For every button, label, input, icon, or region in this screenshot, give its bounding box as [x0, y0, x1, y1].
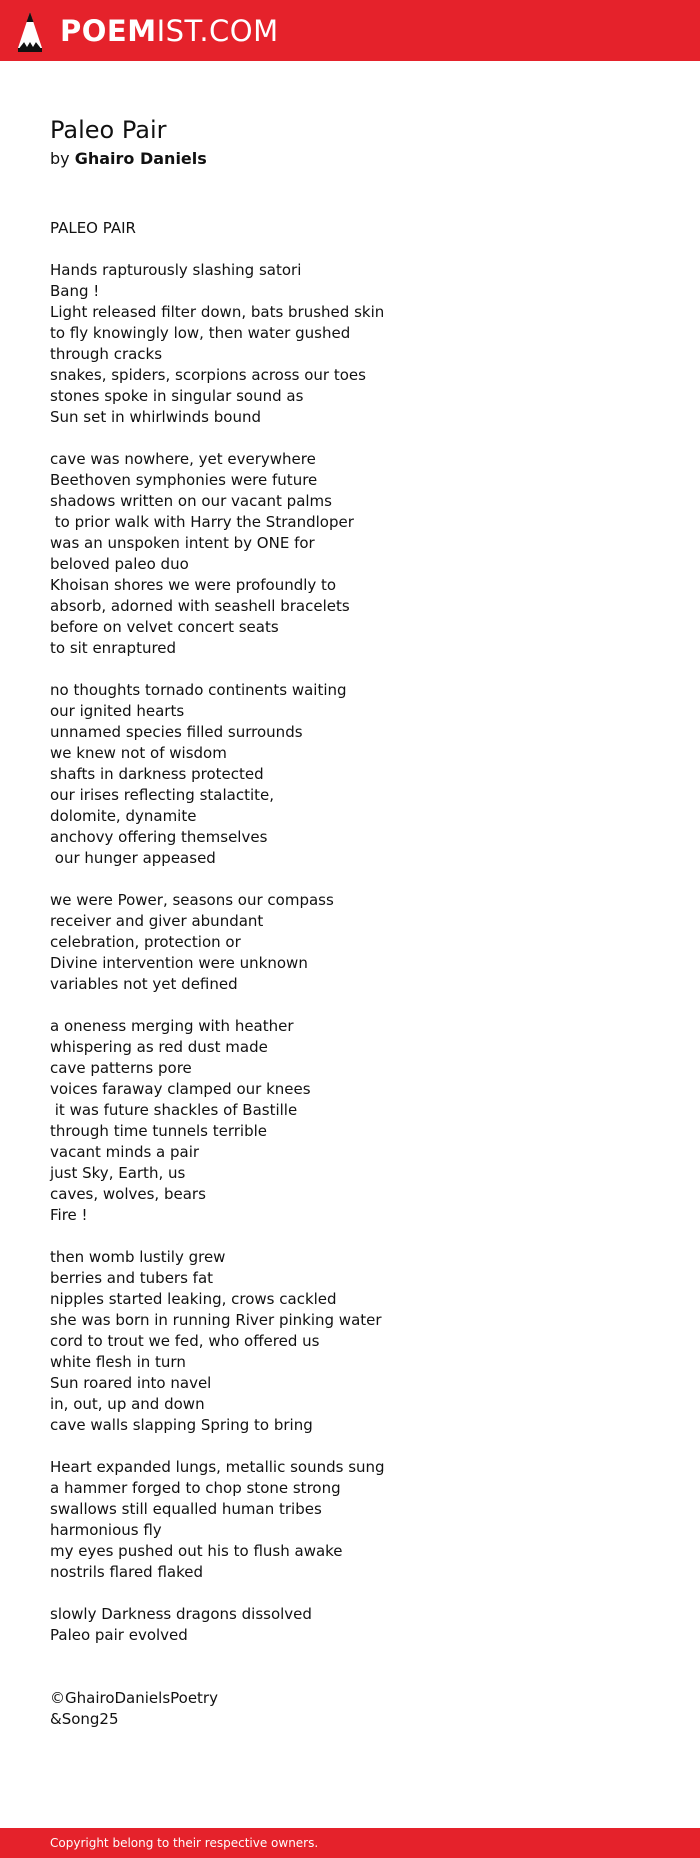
- poem-line: white flesh in turn: [50, 1353, 186, 1371]
- poem-line: we knew not of wisdom: [50, 744, 227, 762]
- poem-line: Paleo pair evolved: [50, 1626, 188, 1644]
- poem-stanzas: [50, 218, 650, 1646]
- copyright-text: Copyright belong to their respective owners.: [50, 1836, 319, 1850]
- poem-line: shafts in darkness protected: [50, 765, 264, 783]
- poem-line: was an unspoken intent by ONE for: [50, 534, 315, 552]
- poem-line: through cracks: [50, 345, 163, 363]
- poem-byline: [50, 147, 207, 171]
- poem-line: Heart expanded lungs, metallic sounds sung: [50, 1458, 385, 1476]
- poem-line: Light released filter down, bats brushed skin: [50, 303, 385, 321]
- poem-line: our hunger appeased: [50, 849, 216, 867]
- poem-line: just Sky, Earth, us: [50, 1164, 186, 1182]
- poem-stanza: [50, 449, 650, 659]
- poem-line: Bang !: [50, 282, 100, 300]
- poem-line: shadows written on our vacant palms: [50, 492, 332, 510]
- poem-line: unnamed species filled surrounds: [50, 723, 303, 741]
- site-logo[interactable]: [16, 10, 279, 52]
- poem-stanza: [50, 890, 650, 995]
- poem-line: caves, wolves, bears: [50, 1185, 206, 1203]
- poem-line: a hammer forged to chop stone strong: [50, 1479, 341, 1497]
- poem-line: in, out, up and down: [50, 1395, 205, 1413]
- poem-line: my eyes pushed out his to flush awake: [50, 1542, 343, 1560]
- poem-line: to sit enraptured: [50, 639, 177, 657]
- poem-line: PALEO PAIR: [50, 219, 136, 237]
- poem-signature-line: &Song25: [50, 1710, 119, 1728]
- poem-line: snakes, spiders, scorpions across our toes: [50, 366, 366, 384]
- poem-line: cave patterns pore: [50, 1059, 192, 1077]
- poem-line: harmonious fly: [50, 1521, 162, 1539]
- poem-line: nostrils flared flaked: [50, 1563, 204, 1581]
- poem-line: cave walls slapping Spring to bring: [50, 1416, 313, 1434]
- poem-line: Beethoven symphonies were future: [50, 471, 318, 489]
- poem-line: Sun set in whirlwinds bound: [50, 408, 261, 426]
- poem-line: nipples started leaking, crows cackled: [50, 1290, 337, 1308]
- poem-line: stones spoke in singular sound as: [50, 387, 304, 405]
- poem-line: vacant minds a pair: [50, 1143, 200, 1161]
- poem-line: beloved paleo duo: [50, 555, 189, 573]
- poem-line: before on velvet concert seats: [50, 618, 279, 636]
- poem-line: no thoughts tornado continents waiting: [50, 681, 347, 699]
- poem-line: Khoisan shores we were profoundly to: [50, 576, 337, 594]
- poem-line: slowly Darkness dragons dissolved: [50, 1605, 312, 1623]
- poem-line: receiver and giver abundant: [50, 912, 264, 930]
- pencil-tip-icon: [16, 10, 44, 52]
- poem-stanza: [50, 260, 650, 428]
- poem-line: swallows still equalled human tribes: [50, 1500, 322, 1518]
- poem-line: to fly knowingly low, then water gushed: [50, 324, 351, 342]
- poem-line: to prior walk with Harry the Strandloper: [50, 513, 354, 531]
- poem-line: absorb, adorned with seashell bracelets: [50, 597, 350, 615]
- poem-author[interactable]: Ghairo Daniels: [74, 149, 207, 168]
- poem-line: whispering as red dust made: [50, 1038, 268, 1056]
- poem-line: our irises reflecting stalactite,: [50, 786, 275, 804]
- poem-line: we were Power, seasons our compass: [50, 891, 334, 909]
- poem-line: a oneness merging with heather: [50, 1017, 294, 1035]
- byline-prefix: by: [50, 149, 70, 168]
- poem-line: she was born in running River pinking water: [50, 1311, 382, 1329]
- poem-title: Paleo Pair: [50, 116, 167, 144]
- logo-text-light: IST.COM: [156, 14, 279, 48]
- site-header: [0, 0, 700, 61]
- poem-stanza: [50, 1247, 650, 1436]
- poem-line: dolomite, dynamite: [50, 807, 197, 825]
- poem-line: celebration, protection or: [50, 933, 241, 951]
- poem-stanza: [50, 1604, 650, 1646]
- logo-text: [60, 10, 279, 52]
- logo-text-bold: POEM: [60, 14, 157, 48]
- poem-line: through time tunnels terrible: [50, 1122, 268, 1140]
- poem-stanza: [50, 1016, 650, 1226]
- poem-line: Fire !: [50, 1206, 88, 1224]
- poem-stanza: [50, 218, 650, 239]
- poem-line: variables not yet defined: [50, 975, 238, 993]
- poem-stanza: [50, 680, 650, 869]
- poem-line: Sun roared into navel: [50, 1374, 212, 1392]
- poem-line: Hands rapturously slashing satori: [50, 261, 302, 279]
- poem-line: our ignited hearts: [50, 702, 185, 720]
- poem-line: cord to trout we fed, who offered us: [50, 1332, 320, 1350]
- poem-line: berries and tubers fat: [50, 1269, 214, 1287]
- site-footer: [0, 1828, 700, 1858]
- poem-signature: [50, 1688, 650, 1730]
- poem-line: anchovy offering themselves: [50, 828, 268, 846]
- poem-line: Divine intervention were unknown: [50, 954, 308, 972]
- poem-stanza: [50, 1457, 650, 1583]
- poem-line: voices faraway clamped our knees: [50, 1080, 311, 1098]
- poem-signature-line: ©GhairoDanielsPoetry: [50, 1689, 218, 1707]
- poem-line: it was future shackles of Bastille: [50, 1101, 298, 1119]
- poem-line: then womb lustily grew: [50, 1248, 226, 1266]
- poem-body: [50, 218, 650, 1730]
- poem-line: cave was nowhere, yet everywhere: [50, 450, 316, 468]
